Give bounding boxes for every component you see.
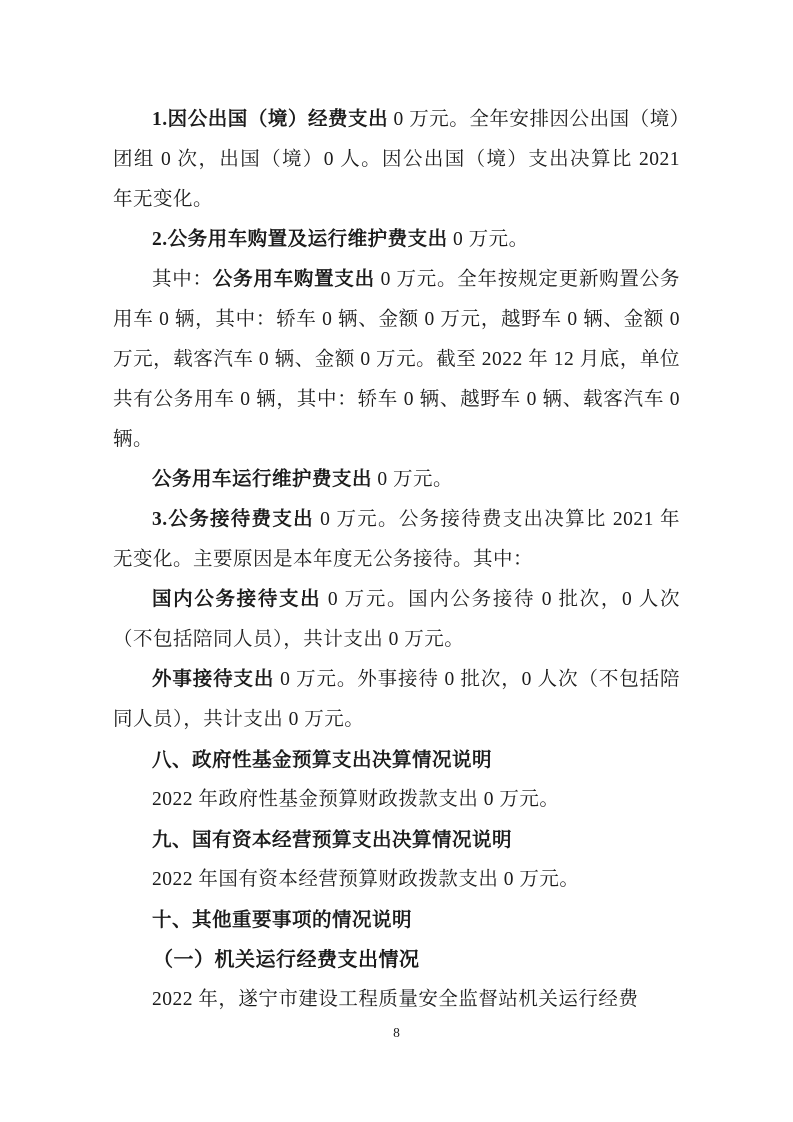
document-body (113, 100, 680, 1020)
text-run: 0 万元。全年按规定更新购置公务用车 0 辆，其中：轿车 0 辆、金额 0 万元，越野车 0 辆、金额 0 万元，载客汽车 0 辆、金额 0 万元。截至 2022 年 12 月底，单位共有公务用车 0 辆，其中：轿车 0 辆、越野车 0 辆、载客汽车 0 辆。 (113, 269, 680, 450)
text-run: 九、国有资本经营预算支出决算情况说明 (152, 829, 513, 851)
text-run: 国内公务接待支出 (152, 589, 322, 610)
paragraph (113, 460, 680, 500)
text-run: 0 万元。外事接待 0 批次，0 人次（不包括陪同人员），共计支出 0 万元。 (113, 669, 680, 730)
section-heading (113, 820, 680, 860)
paragraph (113, 980, 680, 1020)
paragraph (113, 500, 680, 580)
text-run: 0 万元。国内公务接待 0 批次，0 人次（不包括陪同人员），共计支出 0 万元。 (113, 589, 680, 650)
text-run: 公务用车运行维护费支出 (152, 469, 373, 490)
paragraph (113, 100, 680, 220)
text-run: （一）机关运行经费支出情况 (153, 949, 420, 971)
section-heading (113, 940, 680, 980)
paragraph (113, 780, 680, 820)
text-run: 0 万元。 (372, 469, 454, 490)
text-run: 0 万元。全年安排因公出国（境）团组 0 次，出国（境）0 人。因公出国（境）支出决算比 2021 年无变化。 (113, 109, 680, 210)
text-run: 其中： (152, 269, 213, 290)
paragraph (113, 220, 680, 260)
paragraph (113, 660, 680, 740)
text-run: 1.因公出国（境）经费支出 (152, 109, 389, 130)
section-heading (113, 900, 680, 940)
text-run: 外事接待支出 (152, 669, 275, 690)
text-run: 3.公务接待费支出 (152, 509, 314, 530)
text-run: 2022 年，遂宁市建设工程质量安全监督站机关运行经费 (152, 989, 639, 1010)
text-run: 2.公务用车购置及运行维护费支出 (152, 229, 448, 250)
section-heading (113, 740, 680, 780)
page-number: 8 (393, 1025, 400, 1040)
text-run: 2022 年国有资本经营预算财政拨款支出 0 万元。 (152, 869, 580, 890)
text-run: 八、政府性基金预算支出决算情况说明 (152, 749, 493, 771)
text-run: 0 万元。 (447, 229, 529, 250)
text-run: 0 万元。公务接待费支出决算比 2021 年无变化。主要原因是本年度无公务接待。其中： (113, 509, 680, 570)
text-run: 十、其他重要事项的情况说明 (152, 909, 413, 931)
text-run: 公务用车购置支出 (212, 269, 375, 290)
paragraph (113, 860, 680, 900)
paragraph (113, 260, 680, 460)
text-run: 2022 年政府性基金预算财政拨款支出 0 万元。 (152, 789, 560, 810)
paragraph (113, 580, 680, 660)
